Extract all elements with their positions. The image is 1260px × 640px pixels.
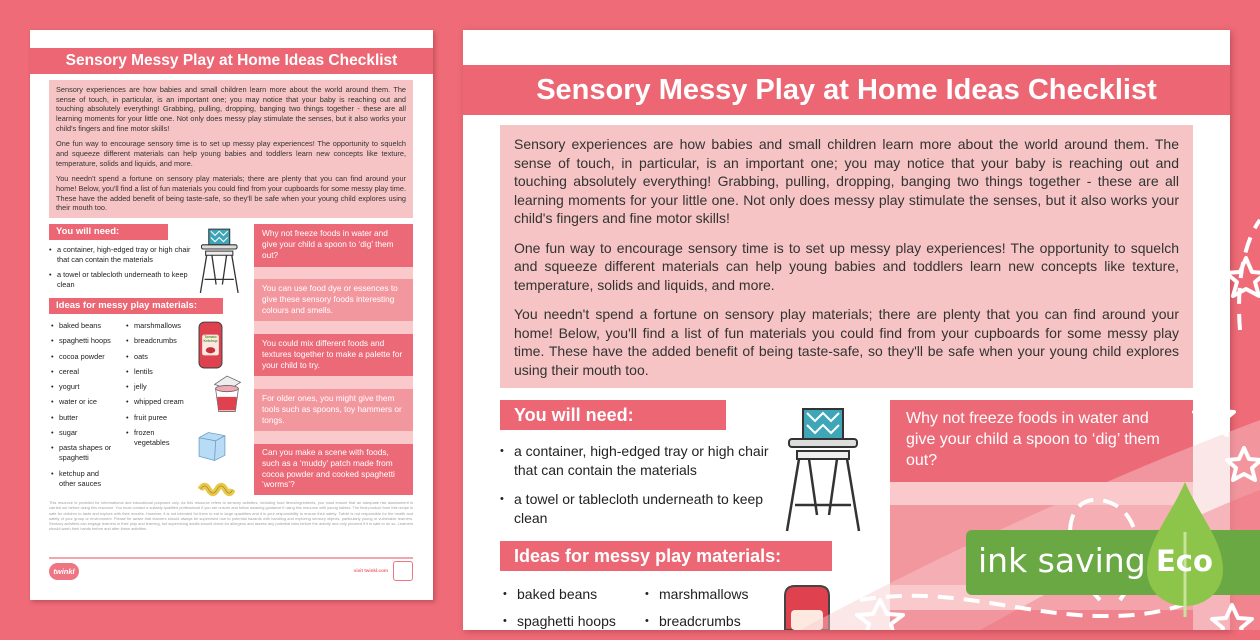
intro-box <box>500 125 1193 388</box>
star-icon <box>1227 448 1260 480</box>
ideas-column-2 <box>645 586 770 640</box>
list-item: • breadcrumbs <box>645 613 770 630</box>
list-item: • a towel or tablecloth underneath to keep clean <box>49 270 191 290</box>
intro-paragraph: One fun way to encourage sensory time is to set up messy play experiences! The opportunity to squelch and squeeze different materials can help young babies and toddlers learn new concepts like texture, temperature, solids and liquids, and more. <box>514 239 1179 293</box>
ketchup-illustration <box>783 582 831 630</box>
list-item: • oats <box>126 352 184 362</box>
list-item: • jelly <box>126 382 184 392</box>
tip-card: Can you make a scene with foods, such as a ‘muddy’ patch made from cocoa powder and cooked spaghetti ‘worms’? <box>254 444 413 495</box>
visit-website-link[interactable]: visit twinkl.com <box>353 568 388 573</box>
list-item: • sugar <box>51 428 113 438</box>
intro-paragraph: Sensory experiences are how babies and small children learn more about the world around them. The sense of touch, in particular, is an important one; you may notice that your baby is reaching out and touching absolutely everything! Grabbing, pulling, dropping, banging two things together - these are all learning moments for your little one. Not only does messy play stimulate the senses, but it also works your child's fingers and fine motor skills! <box>514 136 1179 226</box>
dashed-path <box>1239 220 1260 330</box>
list-item: • lentils <box>126 367 184 377</box>
list-item: • spaghetti hoops <box>51 336 113 346</box>
list-item: • whipped cream <box>126 397 184 407</box>
intro-box <box>49 80 413 218</box>
you-will-need-heading: You will need: <box>500 400 726 430</box>
tip-card: You can use food dye or essences to give these sensory foods interesting colours and smells. <box>254 279 413 321</box>
ketchup-label: Tomato Ketchup <box>203 335 218 343</box>
tip-card: Why not freeze foods in water and give your child a spoon to ‘dig’ them out? <box>254 224 413 267</box>
list-item: • butter <box>51 413 113 423</box>
twinkl-logo: twinkl <box>49 563 79 580</box>
list-item: • cereal <box>51 367 113 377</box>
list-item: • pasta shapes or spaghetti <box>51 443 113 463</box>
ideas-heading: Ideas for messy play materials: <box>49 298 223 314</box>
list-item: • a container, high-edged tray or high chair that can contain the materials <box>500 442 770 480</box>
tip-card: For older ones, you might give them tools such as spoons, toy hammers or tongs. <box>254 389 413 431</box>
intro-paragraph: One fun way to encourage sensory time is to set up messy play experiences! The opportunity to squelch and squeeze different materials can help young babies and toddlers learn new concepts like texture, temperature, solids and liquids, and more. <box>56 139 406 168</box>
high-chair-illustration <box>781 405 866 533</box>
footer-divider <box>49 557 413 559</box>
pasta-illustration <box>198 476 235 503</box>
star-icon <box>1226 258 1260 296</box>
ketchup-illustration <box>198 320 223 370</box>
document-title: Sensory Messy Play at Home Ideas Checklist <box>463 65 1230 115</box>
intro-paragraph: You needn't spend a fortune on sensory play materials; there are plenty that you can find around your home! Below, you'll find a list of fun materials you could find from your cupboards for some messy play time. These have the added benefit of being taste-safe, so they'll be safe when your young child explores using their mouth too. <box>514 306 1179 378</box>
tip-divider <box>254 267 413 279</box>
ideas-heading: Ideas for messy play materials: <box>500 541 832 571</box>
disclaimer-text: This resource is provided for informational and educational purposes only. As this resource refers to sensory activities, including food items/ingredients, you must ensure that an adequate risk assessment is carried out before using this resource. You must contact a suitably qualified professional if you are unsure and follow weaning guidance if using this resource with young babies. The final product from this recipe is safe for children to taste and explore with their mouths. However, it is not intended for them to eat in large quantities and it is your responsibility to ensure their safety. Twinkl is not responsible for the health and safety of your group or environment. Please be aware that learners should always be supervised due to potential hazards with handling and exploring sensory objects, particularly young or vulnerable learners. Sensory activities can engage learners in their play and learning, but supervising adults should check for allergens and assess any potential risks before the activity and only proceed if it is safe to do so. Learners should wash their hands before and after these activities. <box>49 500 413 532</box>
list-item: • baked beans <box>51 321 113 331</box>
document-title: Sensory Messy Play at Home Ideas Checklist <box>30 48 433 74</box>
tip-card: Why not freeze foods in water and give your child a spoon to ‘dig’ them out? <box>890 400 1193 482</box>
intro-paragraph: You needn't spend a fortune on sensory play materials; there are plenty that you can find around your home! Below, you'll find a list of fun materials you could find from your cupboards for some messy play time. These have the added benefit of being taste-safe, so they'll be safe when your young child explores using their mouth too. <box>56 174 406 213</box>
list-item: • a container, high-edged tray or high chair that can contain the materials <box>49 245 191 265</box>
need-list <box>49 245 191 295</box>
tip-divider <box>254 321 413 334</box>
ink-saving-label: ink saving <box>978 541 1146 580</box>
list-item: • frozen vegetables <box>126 428 184 448</box>
ideas-column-1 <box>51 321 113 494</box>
eco-label: Eco <box>1156 544 1213 578</box>
list-item: • marshmallows <box>645 586 770 603</box>
list-item: • spaghetti hoops <box>503 613 628 630</box>
intro-paragraph: Sensory experiences are how babies and small children learn more about the world around them. The sense of touch, in particular, is an important one; you may notice that your baby is reaching out and touching absolutely everything! Grabbing, pulling, dropping, banging two things together - these are all learning moments for your little one. Not only does messy play stimulate the senses, but it also works your child's fingers and fine motor skills! <box>56 85 406 133</box>
list-item: • a towel or tablecloth underneath to keep clean <box>500 490 770 528</box>
list-item: • baked beans <box>503 586 628 603</box>
ice-cube-illustration <box>197 430 227 463</box>
ideas-column-1 <box>503 586 628 640</box>
tip-card: You could mix different foods and textures together to make a palette for your child to try. <box>254 334 413 376</box>
list-item: • cocoa powder <box>51 352 113 362</box>
yogurt-pot-illustration <box>211 374 243 413</box>
high-chair-illustration <box>197 227 242 294</box>
list-item: • marshmallows <box>126 321 184 331</box>
list-item: • fruit puree <box>126 413 184 423</box>
page-preview-thumbnail[interactable] <box>30 30 433 600</box>
list-item: • ketchup and other sauces <box>51 469 113 489</box>
need-list <box>500 442 770 538</box>
you-will-need-heading: You will need: <box>49 224 168 240</box>
tip-divider <box>254 376 413 389</box>
list-item: • breadcrumbs <box>126 336 184 346</box>
quality-badge-icon <box>393 561 413 581</box>
list-item: • water or ice <box>51 397 113 407</box>
list-item: • yogurt <box>51 382 113 392</box>
ideas-column-2 <box>126 321 184 453</box>
tip-divider <box>254 431 413 444</box>
